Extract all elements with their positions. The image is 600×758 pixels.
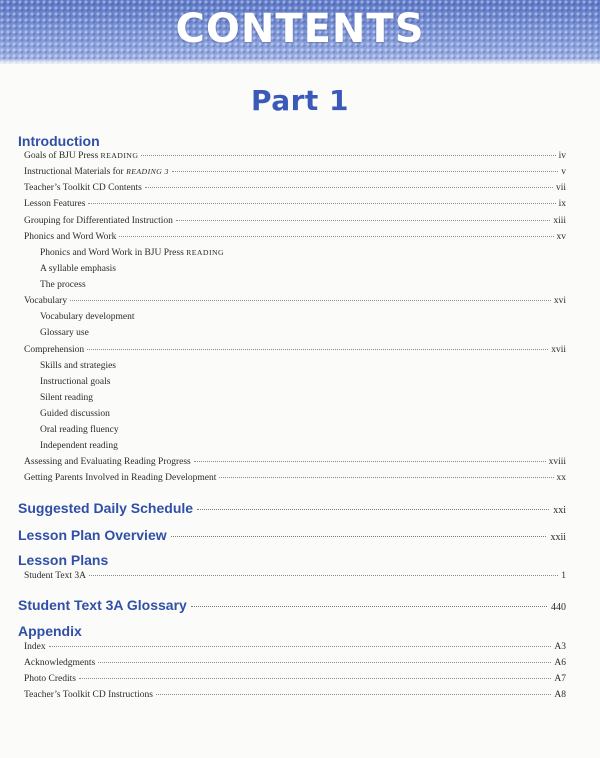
section-heading-label: Suggested Daily Schedule (18, 500, 194, 516)
header-banner (0, 0, 600, 64)
dot-leader (172, 171, 558, 172)
toc-entry[interactable] (24, 232, 566, 246)
toc-entry-page: ix (558, 199, 566, 209)
toc-entry[interactable] (24, 473, 566, 487)
toc-entry-label: Teacher’s Toolkit CD Instructions (24, 690, 153, 700)
toc-subentry: A syllable emphasis (40, 264, 116, 274)
toc-entry[interactable] (24, 199, 566, 213)
toc-entry[interactable] (24, 167, 566, 181)
section-heading-introduction: Introduction (18, 133, 100, 149)
toc-entry-label: Index (24, 642, 46, 652)
dot-leader (141, 155, 555, 156)
toc-subentry: Guided discussion (40, 409, 110, 419)
toc-entry-page: A3 (554, 642, 566, 652)
dot-leader (49, 646, 552, 647)
toc-entry-page: A7 (554, 674, 566, 684)
toc-entry[interactable] (24, 674, 566, 688)
toc-entry[interactable] (24, 296, 566, 310)
dot-leader (191, 606, 547, 607)
toc-entry-label: Goals of BJU Press READING (24, 151, 139, 161)
section-heading-appendix: Appendix (18, 623, 82, 639)
toc-entry-page: xv (556, 232, 566, 242)
toc-entry-page: iv (558, 151, 566, 161)
dot-leader (219, 477, 553, 478)
toc-entry[interactable] (24, 642, 566, 656)
section-heading-label: Lesson Plan Overview (18, 527, 167, 543)
contents-title: CONTENTS (175, 6, 425, 52)
toc-subentry: Glossary use (40, 328, 89, 338)
toc-entry-label: Vocabulary (24, 296, 68, 306)
dot-leader (89, 575, 558, 576)
toc-entry-page: xviii (548, 457, 566, 467)
dot-leader (197, 509, 549, 510)
section-page: xxii (550, 532, 566, 543)
toc-entry[interactable] (24, 690, 566, 704)
dot-leader (70, 300, 551, 301)
dot-leader (119, 236, 553, 237)
dot-leader (87, 349, 548, 350)
toc-entry-page: xx (556, 473, 566, 483)
section-heading-glossary[interactable] (18, 597, 566, 613)
toc-subentry: Phonics and Word Work in BJU Press READING (40, 248, 224, 258)
toc-entry-label: Getting Parents Involved in Reading Development (24, 473, 217, 483)
toc-entry[interactable] (24, 345, 566, 359)
toc-entry-page: xvii (551, 345, 566, 355)
toc-subentry: Oral reading fluency (40, 425, 119, 435)
part-title: Part 1 (250, 84, 350, 117)
toc-subentry: Skills and strategies (40, 361, 116, 371)
toc-entry-label: Grouping for Differentiated Instruction (24, 216, 173, 226)
toc-entry-label: Student Text 3A (24, 571, 86, 581)
toc-subentry: Silent reading (40, 393, 94, 403)
section-heading-lesson-plans: Lesson Plans (18, 552, 109, 568)
section-heading-lesson-plan-overview[interactable] (18, 527, 566, 543)
dot-leader (176, 220, 550, 221)
toc-entry[interactable] (24, 183, 566, 197)
toc-subentry: The process (40, 280, 86, 290)
toc-entry-label: Teacher’s Toolkit CD Contents (24, 183, 142, 193)
toc-entry[interactable] (24, 151, 566, 165)
dot-leader (98, 662, 551, 663)
toc-entry[interactable] (24, 571, 566, 585)
dot-leader (194, 461, 546, 462)
toc-entry[interactable] (24, 658, 566, 672)
toc-entry-page: xiii (553, 216, 566, 226)
dot-leader (171, 536, 547, 537)
dot-leader (79, 678, 551, 679)
toc-entry-label: Photo Credits (24, 674, 76, 684)
toc-subentry: Instructional goals (40, 377, 111, 387)
toc-entry-page: xvi (553, 296, 566, 306)
toc-subentry: Vocabulary development (40, 312, 135, 322)
toc-entry[interactable] (24, 457, 566, 471)
section-heading-label: Student Text 3A Glossary (18, 597, 187, 613)
toc-entry-label: Assessing and Evaluating Reading Progress (24, 457, 191, 467)
section-page: xxi (553, 505, 566, 516)
toc-entry[interactable] (24, 216, 566, 230)
toc-entry-label: Instructional Materials for READING 3 (24, 167, 169, 177)
toc-subentry: Independent reading (40, 441, 118, 451)
toc-entry-page: 1 (561, 571, 566, 581)
dot-leader (88, 203, 555, 204)
toc-entry-label: Phonics and Word Work (24, 232, 117, 242)
toc-entry-page: vii (555, 183, 566, 193)
dot-leader (156, 694, 551, 695)
toc-entry-page: A6 (554, 658, 566, 668)
section-page: 440 (551, 602, 566, 613)
dot-leader (145, 187, 553, 188)
toc-entry-page: v (561, 167, 566, 177)
toc-entry-label: Comprehension (24, 345, 85, 355)
section-heading-suggested-daily-schedule[interactable] (18, 500, 566, 516)
toc-entry-page: A8 (554, 690, 566, 700)
toc-entry-label: Acknowledgments (24, 658, 96, 668)
toc-entry-label: Lesson Features (24, 199, 86, 209)
